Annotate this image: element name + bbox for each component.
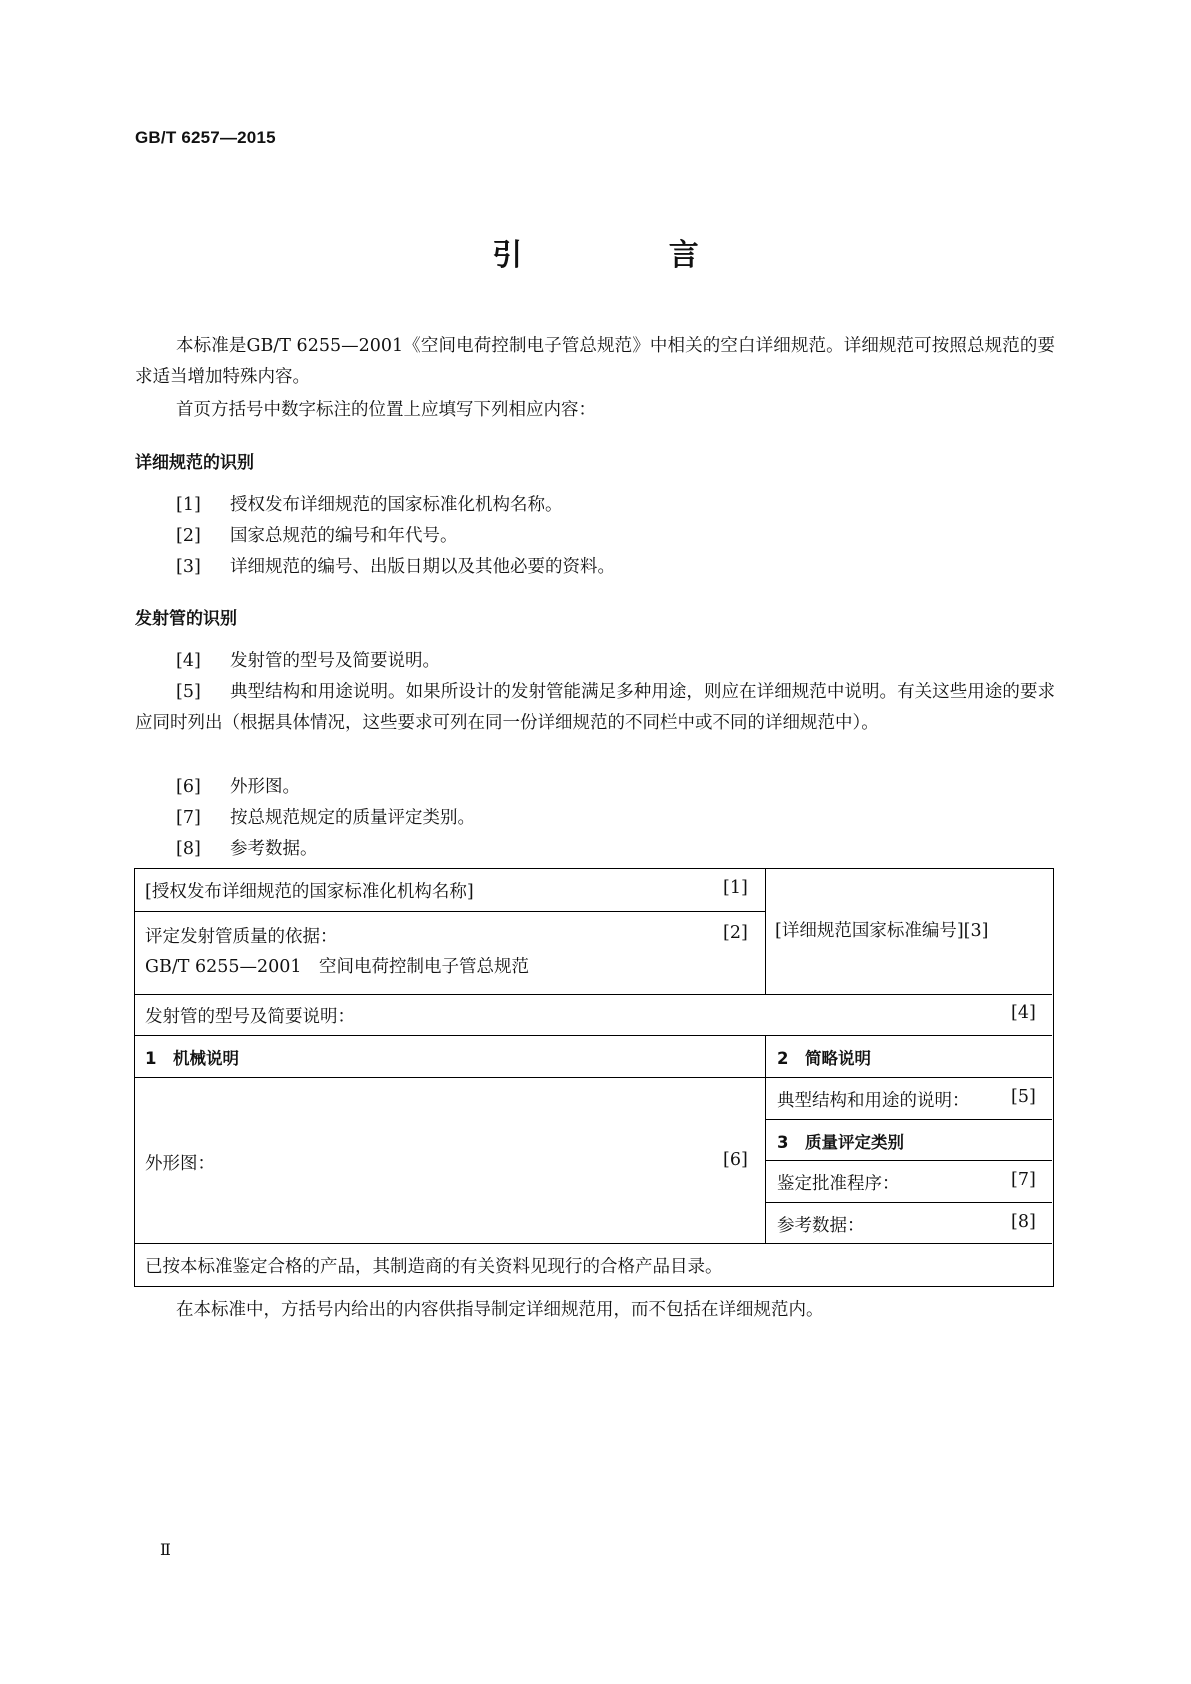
table-divider bbox=[135, 911, 765, 912]
approval-procedure-label: 鉴定批准程序： bbox=[777, 1174, 900, 1194]
ref-marker: [1] bbox=[723, 878, 748, 898]
page-number: Ⅱ bbox=[160, 1540, 171, 1559]
intro-paragraph-1: 本标准是GB/T 6255—2001《空间电荷控制电子管总规范》中相关的空白详细规范。详细规范可按照总规范的要求适当增加特殊内容。 bbox=[135, 336, 1055, 387]
page-title: 引 言 bbox=[492, 238, 767, 273]
ref-marker: [5] bbox=[1011, 1087, 1036, 1107]
spec-form-table bbox=[134, 868, 1054, 1287]
intro-paragraph-2: 首页方括号中数字标注的位置上应填写下列相应内容： bbox=[176, 400, 596, 420]
generic-spec-reference: GB/T 6255—2001 空间电荷控制电子管总规范 bbox=[145, 957, 530, 977]
list-item-long bbox=[135, 677, 1055, 739]
ref-marker: [6] bbox=[723, 1150, 748, 1170]
ref-marker: [2] bbox=[723, 923, 748, 943]
table-divider bbox=[765, 1119, 1052, 1120]
table-divider bbox=[135, 994, 1052, 995]
item-number: [2] bbox=[176, 526, 201, 546]
table-divider bbox=[135, 1035, 1052, 1036]
bracket-note: 在本标准中，方括号内给出的内容供指导制定详细规范用，而不包括在详细规范内。 bbox=[176, 1300, 824, 1320]
item-text: 外形图。 bbox=[230, 777, 300, 797]
list-item bbox=[176, 772, 300, 803]
issuing-body-placeholder: [授权发布详细规范的国家标准化机构名称] bbox=[145, 882, 474, 902]
list-item bbox=[176, 521, 458, 552]
assessment-basis-label: 评定发射管质量的依据： bbox=[145, 927, 338, 947]
list-item bbox=[176, 552, 615, 583]
item-number: [1] bbox=[176, 495, 201, 515]
list-item bbox=[176, 490, 563, 521]
list-item bbox=[176, 803, 475, 834]
item-text: 按总规范规定的质量评定类别。 bbox=[230, 808, 475, 828]
ref-marker: [7] bbox=[1011, 1170, 1036, 1190]
item-text: 国家总规范的编号和年代号。 bbox=[230, 526, 458, 546]
item-number: [3] bbox=[176, 557, 201, 577]
ref-marker: [8] bbox=[1011, 1212, 1036, 1232]
item-text: 参考数据。 bbox=[230, 839, 318, 859]
typical-construction-label: 典型结构和用途的说明： bbox=[777, 1091, 970, 1111]
list-item bbox=[176, 834, 318, 865]
brief-description-heading: 2 简略说明 bbox=[777, 1049, 871, 1068]
list-item bbox=[176, 646, 440, 677]
table-divider bbox=[765, 1160, 1052, 1161]
standard-code: GB/T 6257—2015 bbox=[135, 128, 276, 147]
national-standard-number-placeholder: [详细规范国家标准编号][3] bbox=[775, 921, 989, 941]
table-divider bbox=[765, 1202, 1052, 1203]
reference-data-label: 参考数据： bbox=[777, 1216, 865, 1236]
item-number: [5] bbox=[176, 682, 201, 702]
outline-drawing-label: 外形图： bbox=[145, 1154, 215, 1174]
section-heading-tube-identification: 发射管的识别 bbox=[135, 609, 237, 629]
item-number: [8] bbox=[176, 839, 201, 859]
item-number: [6] bbox=[176, 777, 201, 797]
table-divider bbox=[765, 1035, 766, 1243]
qualified-products-note: 已按本标准鉴定合格的产品，其制造商的有关资料见现行的合格产品目录。 bbox=[145, 1257, 723, 1277]
item-text: 典型结构和用途说明。如果所设计的发射管能满足多种用途，则应在详细规范中说明。有关这些用途的要求应同时列出（根据具体情况，这些要求可列在同一份详细规范的不同栏中或不同的详细规范中）。 bbox=[135, 682, 1055, 733]
table-divider bbox=[135, 1243, 1052, 1244]
item-text: 详细规范的编号、出版日期以及其他必要的资料。 bbox=[230, 557, 615, 577]
table-divider bbox=[135, 1077, 1052, 1078]
mechanical-description-heading: 1 机械说明 bbox=[145, 1049, 239, 1068]
item-text: 授权发布详细规范的国家标准化机构名称。 bbox=[230, 495, 563, 515]
tube-type-label: 发射管的型号及简要说明： bbox=[145, 1007, 355, 1027]
item-number: [4] bbox=[176, 651, 201, 671]
item-number: [7] bbox=[176, 808, 201, 828]
item-text: 发射管的型号及简要说明。 bbox=[230, 651, 440, 671]
quality-assessment-heading: 3 质量评定类别 bbox=[777, 1133, 904, 1152]
table-divider bbox=[765, 869, 766, 994]
section-heading-spec-identification: 详细规范的识别 bbox=[135, 453, 254, 473]
ref-marker: [4] bbox=[1011, 1003, 1036, 1023]
